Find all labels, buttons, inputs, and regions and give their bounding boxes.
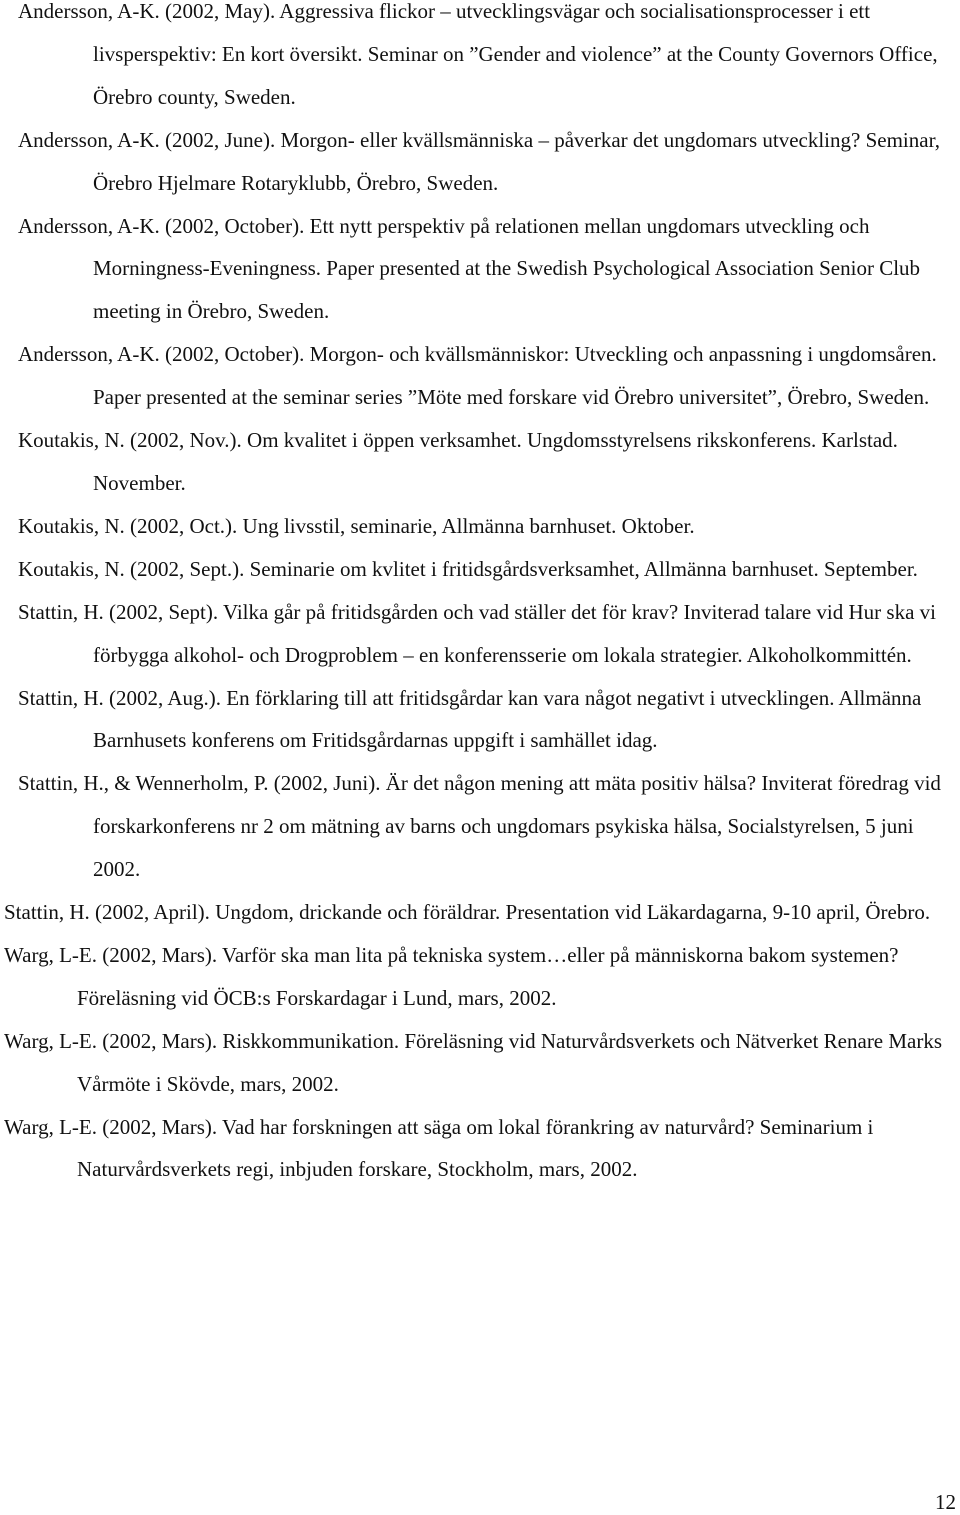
reference-entry: Stattin, H., & Wennerholm, P. (2002, Juni). Är det någon mening att mäta positiv hälsa? Inviterat föredrag vid forskarkonferens nr 2 om mätning av barns och ungdomars psykiska hälsa, Socialstyrelsen, 5 juni 2002. (18, 771, 941, 882)
reference-entry: Andersson, A-K. (2002, October). Ett nytt perspektiv på relationen mellan ungdomars utveckling och Morningness-Eveningness. Paper presented at the Swedish Psychological Association Senior Club meeting in Örebro, Sweden. (18, 213, 921, 324)
reference-entry: Warg, L-E. (2002, Mars). Varför ska man lita på tekniska system…eller på människorna bakom systemen? Föreläsning vid ÖCB:s Forskardagar i Lund, mars, 2002. (4, 942, 899, 1010)
reference-entry: Andersson, A-K. (2002, October). Morgon- och kvällsmänniskor: Utveckling och anpassning i ungdomsåren. Paper presented at the seminar series ”Möte med forskare vid Örebro universitet”, Örebro, Sweden. (18, 342, 937, 410)
reference-entry: Koutakis, N. (2002, Sept.). Seminarie om kvlitet i fritidsgårdsverksamhet, Allmänna barnhuset. September. (18, 556, 918, 581)
reference-entry: Stattin, H. (2002, Aug.). En förklaring till att fritidsgårdar kan vara något negativt i utvecklingen. Allmänna Barnhusets konferens om Fritidsgårdarnas uppgift i samhället idag. (18, 685, 922, 753)
reference-entry: Koutakis, N. (2002, Oct.). Ung livsstil, seminarie, Allmänna barnhuset. Oktober. (18, 513, 695, 538)
reference-entry: Warg, L-E. (2002, Mars). Vad har forskningen att säga om lokal förankring av naturvård? Seminarium i Naturvårdsverkets regi, inbjuden forskare, Stockholm, mars, 2002. (4, 1114, 874, 1182)
reference-entry: Warg, L-E. (2002, Mars). Riskkommunikation. Föreläsning vid Naturvårdsverkets och Nätverket Renare Marks Vårmöte i Skövde, mars, 2002. (4, 1028, 943, 1096)
reference-entry: Stattin, H. (2002, Sept). Vilka går på fritidsgården och vad ställer det för krav? Inviterad talare vid Hur ska vi förbygga alkohol- och Drogproblem – en konferensserie om lokala strategier. Alkoholkommittén. (18, 599, 936, 667)
reference-entry: Koutakis, N. (2002, Nov.). Om kvalitet i öppen verksamhet. Ungdomsstyrelsens rikskonferens. Karlstad. November. (18, 428, 898, 495)
reference-entry: Andersson, A-K. (2002, May). Aggressiva flickor – utvecklingsvägar och socialisationsprocesser i ett livsperspektiv: En kort översikt. Seminar on ”Gender and violence” at the County Governors Office, Örebro county, Sweden. (18, 0, 938, 109)
reference-entry: Stattin, H. (2002, April). Ungdom, drickande och föräldrar. Presentation vid Läkardagarna, 9-10 april, Örebro. (4, 900, 931, 925)
reference-entry: Andersson, A-K. (2002, June). Morgon- eller kvällsmänniska – påverkar det ungdomars utveckling? Seminar, Örebro Hjelmare Rotaryklubb, Örebro, Sweden. (18, 127, 940, 195)
page-number: 12 (935, 1490, 956, 1514)
